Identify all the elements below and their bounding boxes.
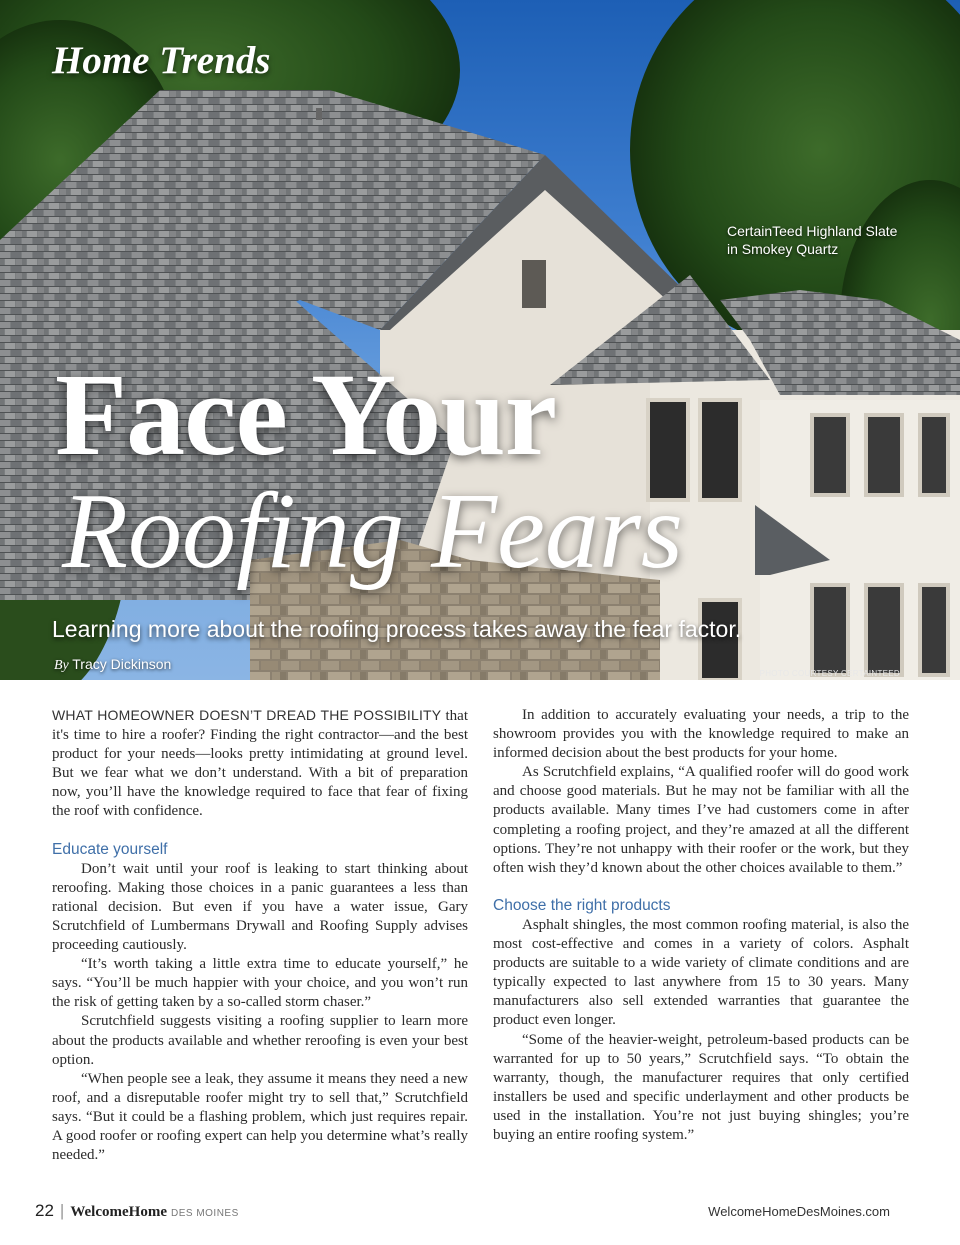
paragraph: Don’t wait until your roof is leaking to start thinking about reroofing. Making those choices in a panic guarantees a less than rational decision. But even if you have a water issue, Gary Scrutchfield of Lumbermans Drywall and Roofing Supply advises proceeding cautiously. [52,860,468,954]
paragraph: Scrutchfield suggests visiting a roofing supplier to learn more about the products available and whether reroofing is even your best option. [52,1013,468,1068]
page-number: 22 [35,1201,54,1220]
paragraph: Asphalt shingles, the most common roofing material, is also the most cost-effective and comes in a variety of colors. Asphalt products are suitable to a wide variety of climate conditions and are typically expected to last anywhere from 15 to 30 years. Many manufacturers also sell extended warranties that guarantee the product even longer. [493,916,909,1029]
article-column-right [493,706,909,1145]
paragraph: In addition to accurately evaluating your needs, a trip to the showroom provides you with the knowledge required to make an informed decision about the best products for your home. [493,707,909,762]
article-column-left [52,706,468,1165]
paragraph: As Scrutchfield explains, “A qualified roofer will do good work and choose good materials. But he may not be familiar with all the products available. Many times I’ve had customers come in after completing a roofing project, and they’re amazed at all the different options. They’re not unhappy with their roofer or the work, but they often wish they’d known about the other choices available to them.” [493,764,909,876]
website-url: WelcomeHomeDesMoines.com [708,1204,890,1219]
paragraph: “It’s worth taking a little extra time to educate yourself,” he says. “You’ll be much happier with your choice, and you won’t run the risk of getting taken by a so-called storm chaser.” [52,956,468,1011]
paragraph: “Some of the heavier-weight, petroleum-based products can be warranted for up to 50 years,” Scrutchfield says. “To obtain the warranty, though, the manufacturer requires that only certified installers be used and specific underlayment and other products be used in the installation. You’re not just buying shingles; you’re buying an entire roofing system.” [493,1031,909,1143]
headline-line-1: Face Your [55,349,557,480]
footer-separator: | [59,1201,65,1220]
byline [54,656,171,674]
heading-educate-yourself: Educate yourself [52,840,168,858]
headline-line-2: Roofing Fears [62,472,683,591]
byline-prefix: By [54,658,69,673]
subheadline: Learning more about the roofing process takes away the fear factor. [52,616,742,642]
magazine-city: DES MOINES [170,1208,239,1219]
page-footer-left [35,1201,239,1221]
byline-author: Tracy Dickinson [72,656,172,672]
caption-line-1: CertainTeed Highland Slate [727,223,898,239]
lead-caps: WHAT HOMEOWNER DOESN’T DREAD THE POSSIBILITY [52,707,442,723]
paragraph: “When people see a leak, they assume it means they need a new roof, and a disreputable roofer might try to sell that,” Scrutchfield says. “But it could be a flashing problem, which just requires repair. A good roofer or roofing expert can help you determine what’s really needed.” [52,1070,468,1164]
section-label: Home Trends [52,39,271,82]
photo-caption [727,222,927,258]
lead-text: that it's time to hire a roofer? Finding the right contractor—and the best product for your needs—looks pretty intimidating at ground level. But we fear what we don’t understand. With a bit of preparation now, you’ll have the knowledge required to face that fear of fixing the roof with confidence. [52,708,468,820]
magazine-name: WelcomeHome [70,1204,167,1220]
heading-choose-products: Choose the right products [493,896,671,914]
lead-paragraph [52,706,468,822]
caption-line-2: in Smokey Quartz [727,241,839,257]
photo-credit: PHOTO COURTESY CERTAINTEED [759,669,900,678]
